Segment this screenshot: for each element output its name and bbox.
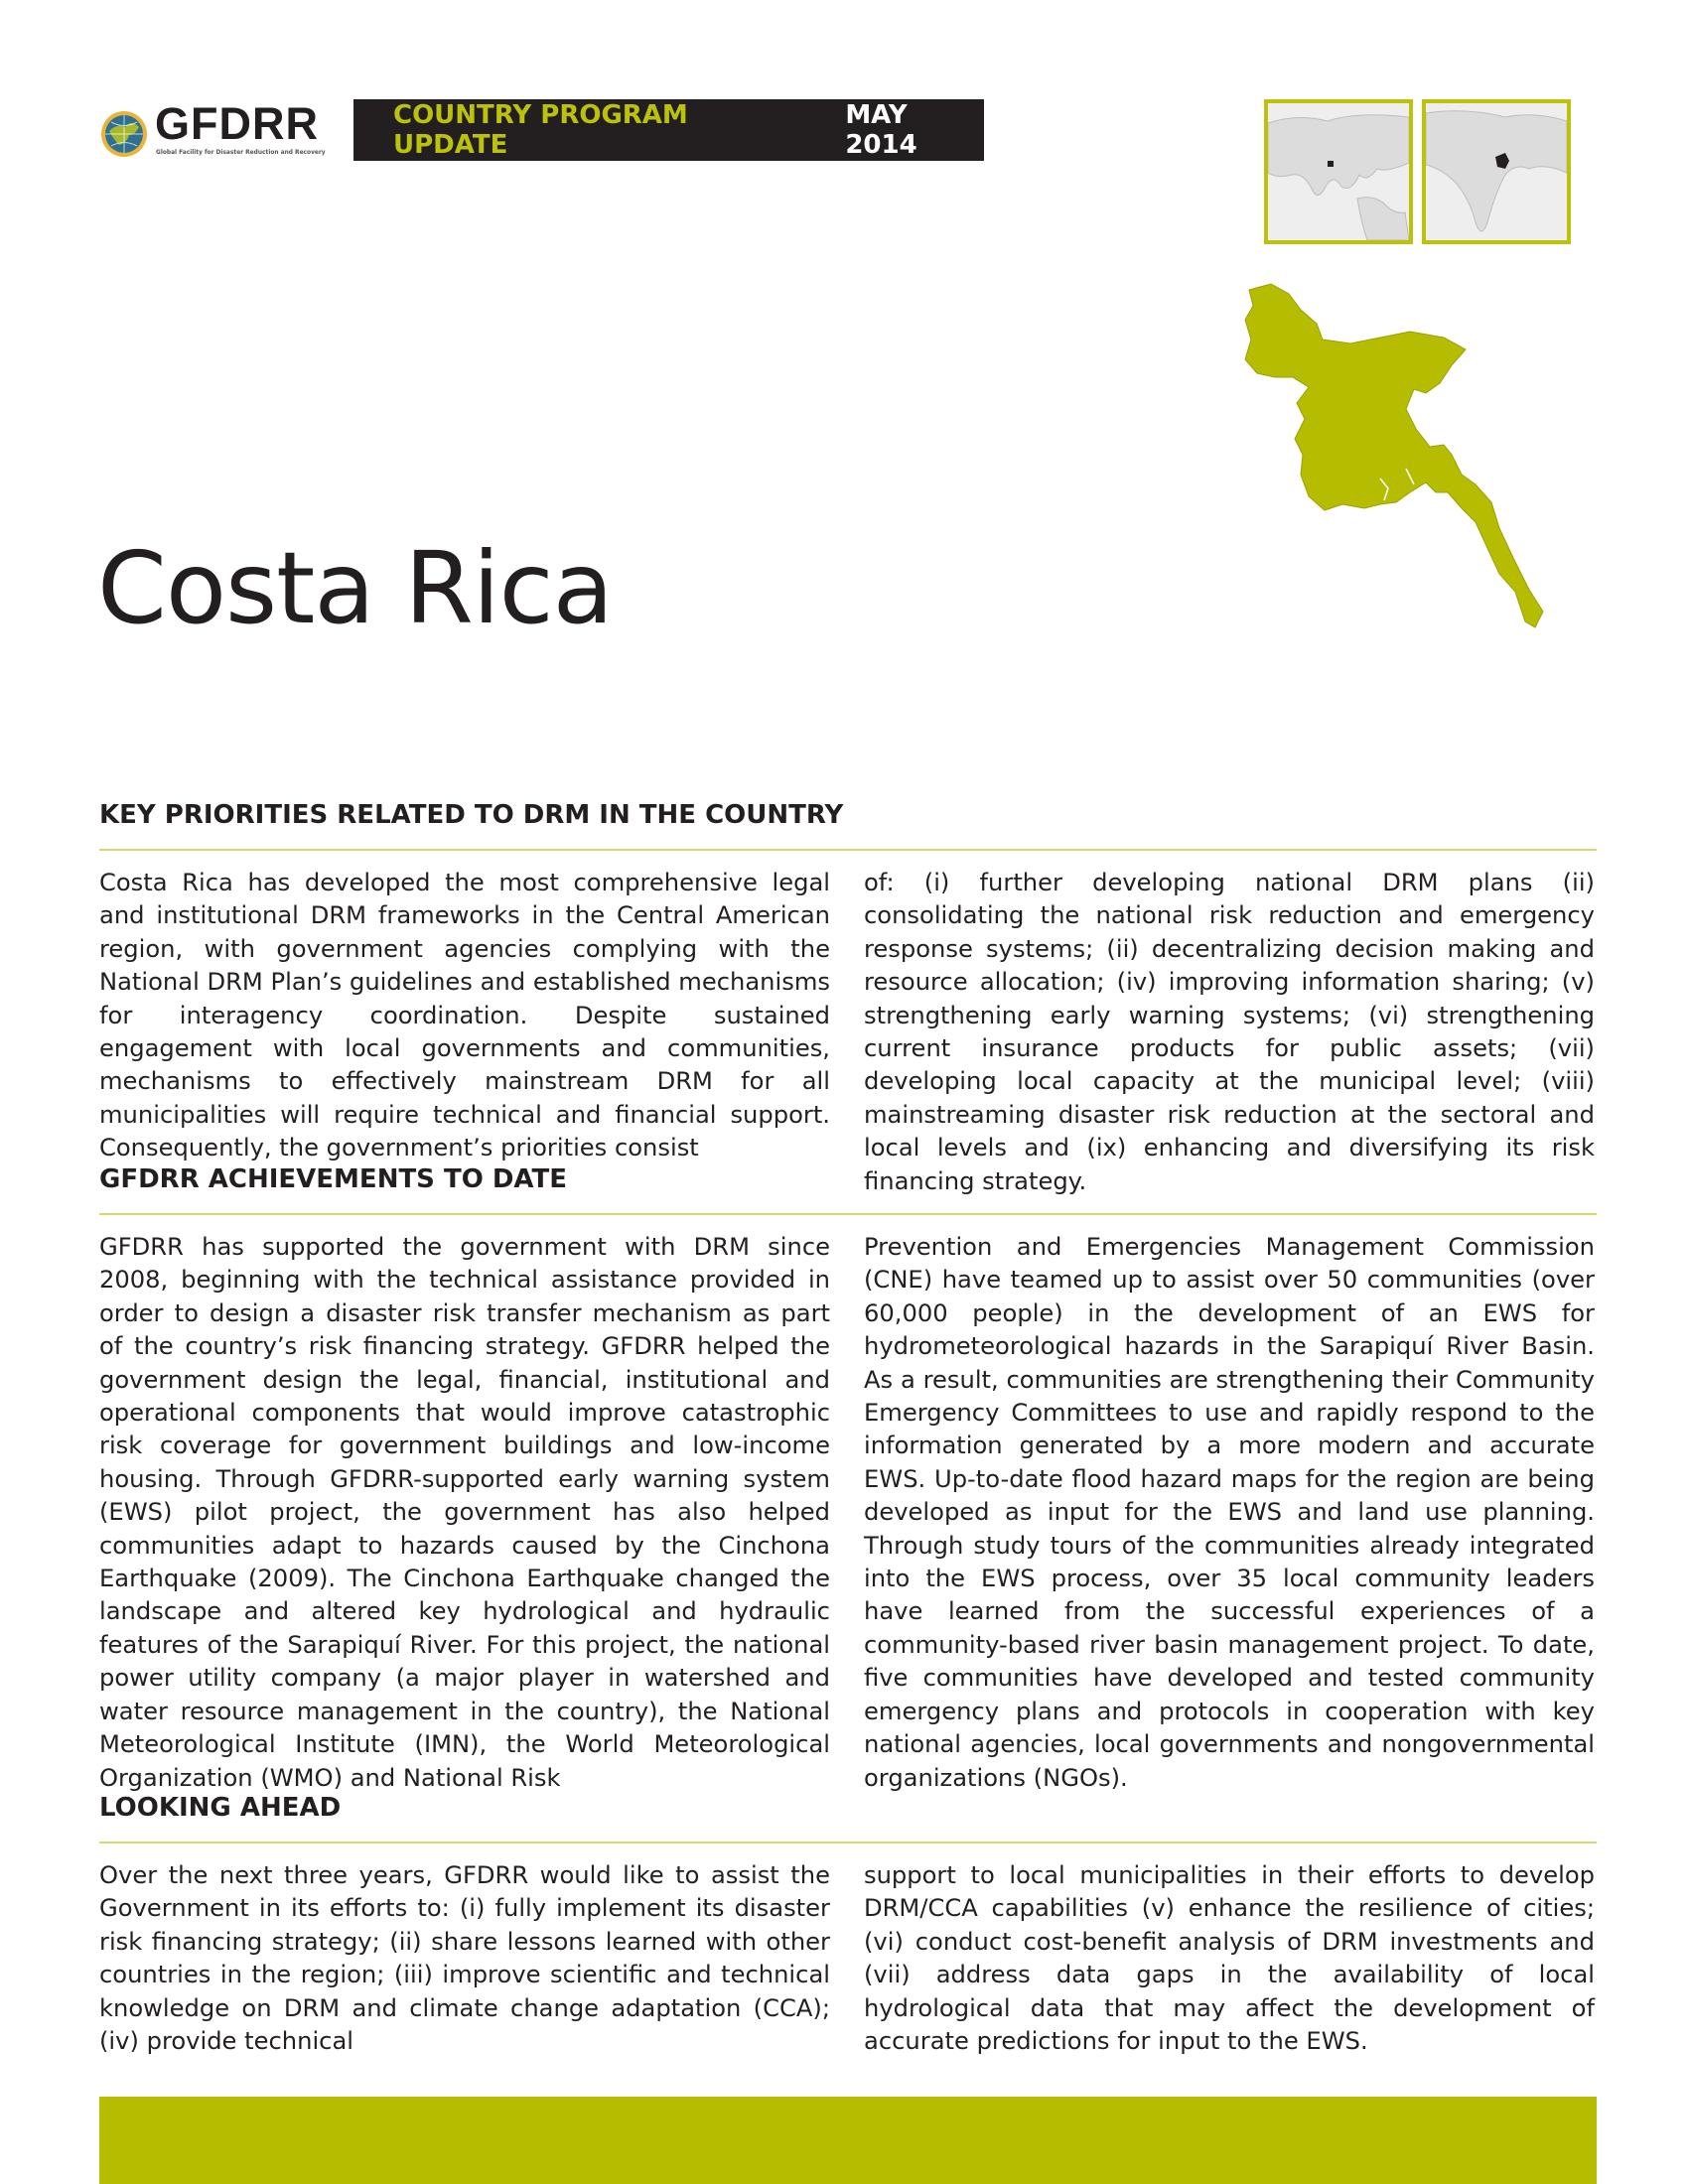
logo-wordmark: GFDRR: [155, 98, 319, 149]
program-banner: [353, 99, 984, 161]
page-title: Costa Rica: [97, 530, 613, 646]
program-label: COUNTRY PROGRAM UPDATE: [393, 100, 688, 160]
country-map: [1231, 280, 1549, 652]
locator-map-asia: [1264, 99, 1413, 244]
section-divider: [99, 1842, 1597, 1843]
section-divider: [99, 849, 1597, 851]
section-heading-priorities: KEY PRIORITIES RELATED TO DRM IN THE COUNTRY: [99, 800, 844, 830]
achievements-text-left: GFDRR has supported the government with DRM since 2008, beginning with the technical assistance provided in order to design a disaster risk transfer mechanism as part of the country’s risk financing strategy. GFDRR helped the government design the legal, financial, institutional and operational components that would improve catastrophic risk coverage for government buildings and low-income housing. Through GFDRR-supported early warning system (EWS) pilot project, the government has also helped communities adapt to hazards caused by the Cinchona Earthquake (2009). The Cinchona Earthquake changed the landscape and altered key hydrological and hydraulic features of the Sarapiquí River. For this project, the national power utility company (a major player in watershed and water resource management in the country), the National Meteorological Institute (IMN), the World Meteorological Organization (WMO) and National Risk: [99, 1233, 830, 1792]
priorities-text-left: Costa Rica has developed the most comprehensive legal and institutional DRM frameworks in the Central American region, with government agencies complying with the National DRM Plan’s guidelines and established mechanisms for interagency coordination. Despite sustained engagement with local governments and communities, mechanisms to effectively mainstream DRM for all municipalities will require technical and financial support. Consequently, the government’s priorities consist: [99, 869, 830, 1162]
logo-tagline: Global Facility for Disaster Reduction and Recovery: [156, 149, 326, 156]
gfdrr-logo: [99, 98, 338, 165]
section-heading-looking-ahead: LOOKING AHEAD: [99, 1793, 342, 1823]
achievements-text-right: Prevention and Emergencies Management Commission (CNE) have teamed up to assist over 50 communities (over 60,000 people) in the development of an EWS for hydrometeorological hazards in the Sarapiquí River Basin. As a result, communities are strengthening their Community Emergency Committees to use and rapidly respond to the information generated by a more modern and accurate EWS. Up-to-date flood hazard maps for the region are being developed as input for the EWS and land use planning. Through study tours of the communities already integrated into the EWS process, over 35 local community leaders have learned from the successful experiences of a community-based river basin management project. To date, five communities have developed and tested community emergency plans and protocols in cooperation with key national agencies, local governments and nongovernmental organizations (NGOs).: [864, 1233, 1595, 1792]
date-label: MAY 2014: [845, 100, 917, 160]
globe-icon: [99, 109, 149, 159]
section-divider: [99, 1213, 1597, 1215]
looking-ahead-text-left: Over the next three years, GFDRR would like to assist the Government in its efforts to: (i) fully implement its disaster risk financing strategy; (ii) share lessons learned with other countries in the region; (iii) improve scientific and technical knowledge on DRM and climate change adaptation (CCA); (iv) provide technical: [99, 1861, 830, 2056]
footer-band: [99, 2097, 1597, 2184]
looking-ahead-text-right: support to local municipalities in their efforts to develop DRM/CCA capabilities (v) enhance the resilience of cities; (vi) conduct cost-benefit analysis of DRM investments and (vii) address data gaps in the availability of local hydrological data that may affect the development of accurate predictions for input to the EWS.: [864, 1861, 1595, 2056]
priorities-text-right: of: (i) further developing national DRM plans (ii) consolidating the national risk reduction and emergency response systems; (ii) decentralizing decision making and resource allocation; (iv) improving information sharing; (v) strengthening early warning systems; (vi) strengthening current insurance products for public assets; (vii) developing local capacity at the municipal level; (viii) mainstreaming disaster risk reduction at the sectoral and local levels and (ix) enhancing and diversifying its risk financing strategy.: [864, 869, 1595, 1195]
india-map-icon: [1426, 103, 1567, 240]
locator-map-india: [1422, 99, 1571, 244]
asia-map-icon: [1268, 103, 1409, 240]
section-heading-achievements: GFDRR ACHIEVEMENTS TO DATE: [99, 1164, 568, 1194]
